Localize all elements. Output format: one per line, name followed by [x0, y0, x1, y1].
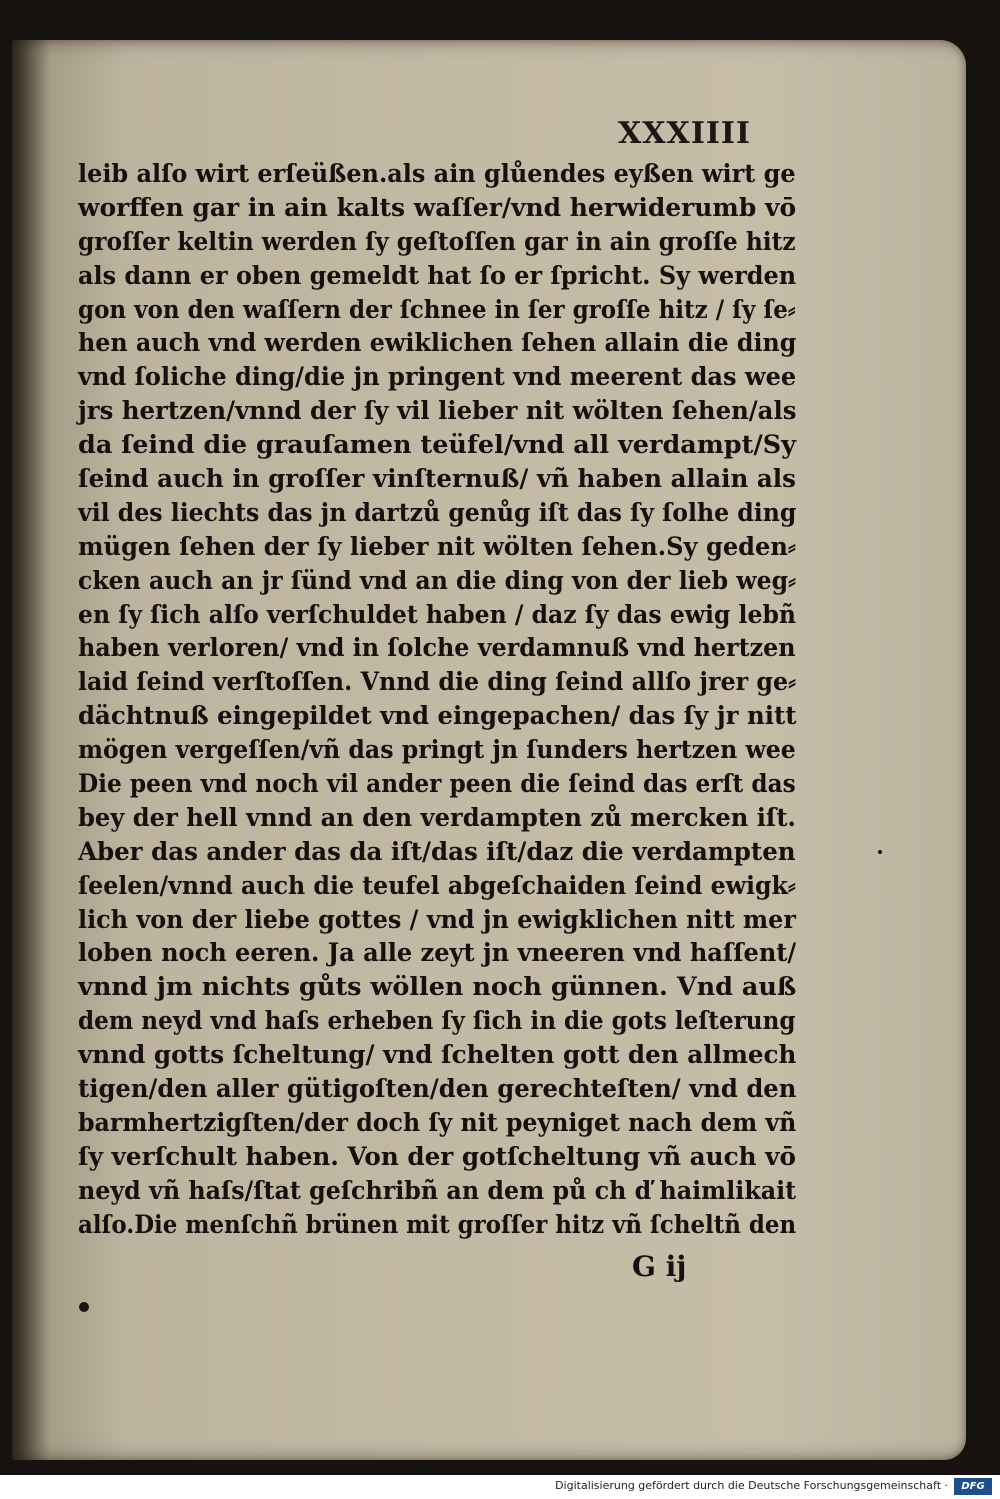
- text-line: ſeelen/vnnd auch die teufel abgeſchaiden ſeind ewigk⸗: [78, 870, 796, 901]
- text-line: haben verloren/ vnd in ſolche verdamnuß vnd hertzen: [78, 633, 796, 664]
- folio-number: XXXIIII: [618, 116, 751, 151]
- text-line: ſeind auch in groſſer vinſternuß/ vñ haben allain als: [78, 464, 796, 495]
- text-line: jrs hertzen/vnnd der ſy vil lieber nit wölten ſehen/als: [78, 396, 797, 427]
- text-line: hen auch vnd werden ewiklichen ſehen allain die ding: [78, 328, 797, 359]
- text-line: tigen/den aller gütigoſten/den gerechteſten/ vnd den: [78, 1074, 797, 1105]
- dfg-logo: DFG: [954, 1478, 992, 1495]
- text-line: neyd vñ haſs/ſtat geſchribñ an dem pů ch ď haimlikait: [78, 1175, 797, 1206]
- text-line: dächtnuß eingepildet vnd eingepachen/ das ſy jr nitt: [78, 701, 797, 732]
- ink-spot: [878, 850, 882, 854]
- text-line: en ſy ſich alſo verſchuldet haben / daz ſy das ewig lebñ: [78, 599, 796, 630]
- text-line: groſſer keltin werden ſy geſtoſſen gar in ain groſſe hitz: [78, 226, 796, 257]
- text-line: vil des liechts das jn dartzů genůg iſt das ſy ſolhe ding: [78, 497, 797, 528]
- text-line: cken auch an jr ſünd vnd an die ding von der lieb weg⸗: [78, 565, 796, 596]
- text-line: als dann er oben gemeldt hat ſo er ſpricht. Sy werden: [78, 260, 797, 291]
- text-line: vnnd gotts ſcheltung/ vnd ſchelten gott den allmech: [78, 1040, 797, 1071]
- text-line: loben noch eeren. Ja alle zeyt jn vneeren vnd haſſent/: [78, 938, 797, 969]
- text-line: Die peen vnd noch vil ander peen die ſeind das erſt das: [78, 769, 796, 800]
- text-line: lich von der liebe gottes / vnd jn ewigklichen nitt mer: [78, 904, 796, 935]
- signature-mark: G ij: [632, 1250, 687, 1283]
- text-line: barmhertzigſten/der doch ſy nit peyniget nach dem vñ: [78, 1107, 797, 1138]
- ink-spot: [79, 1302, 89, 1312]
- text-line: ſy verſchult haben. Von der gotſcheltung vñ auch vō: [78, 1141, 796, 1172]
- body-text: [78, 158, 798, 1243]
- text-line: laid ſeind verſtoſſen. Vnnd die ding ſeind allſo jrer ge⸗: [78, 667, 797, 698]
- text-line: dem neyd vnd haſs erheben ſy ſich in die gots leſterung: [78, 1006, 796, 1037]
- text-line: gon von den waſſern der ſchnee in ſer groſſe hitz / ſy ſe⸗: [78, 294, 796, 325]
- text-line: mügen ſehen der ſy lieber nit wölten ſehen.Sy geden⸗: [78, 531, 796, 562]
- funding-credit: Digitalisierung gefördert durch die Deutsche Forschungsgemeinschaft ·: [555, 1479, 948, 1492]
- footer-bar: [0, 1475, 1000, 1499]
- text-line: vnd ſoliche ding/die jn pringent vnd meerent das wee: [78, 362, 797, 393]
- text-line: vnnd jm nichts gůts wöllen noch günnen. Vnd auß: [78, 972, 797, 1003]
- text-line: da ſeind die grauſamen teüfel/vnd all verdampt/Sy: [78, 430, 796, 461]
- text-line: leib alſo wirt erſeüßen.als ain glůendes eyßen wirt ge: [78, 159, 796, 189]
- text-line: bey der hell vnnd an den verdampten zů mercken iſt.: [78, 802, 796, 833]
- text-line: mögen vergeſſen/vñ das pringt jn ſunders hertzen wee: [78, 735, 796, 766]
- text-line: worffen gar in ain kalts waſſer/vnd herwiderumb vō: [78, 192, 797, 223]
- text-line: Aber das ander das da iſt/das iſt/daz die verdampten: [78, 836, 796, 867]
- text-line: alſo.Die menſchñ brünen mit groſſer hitz vñ ſcheltñ den: [78, 1209, 797, 1240]
